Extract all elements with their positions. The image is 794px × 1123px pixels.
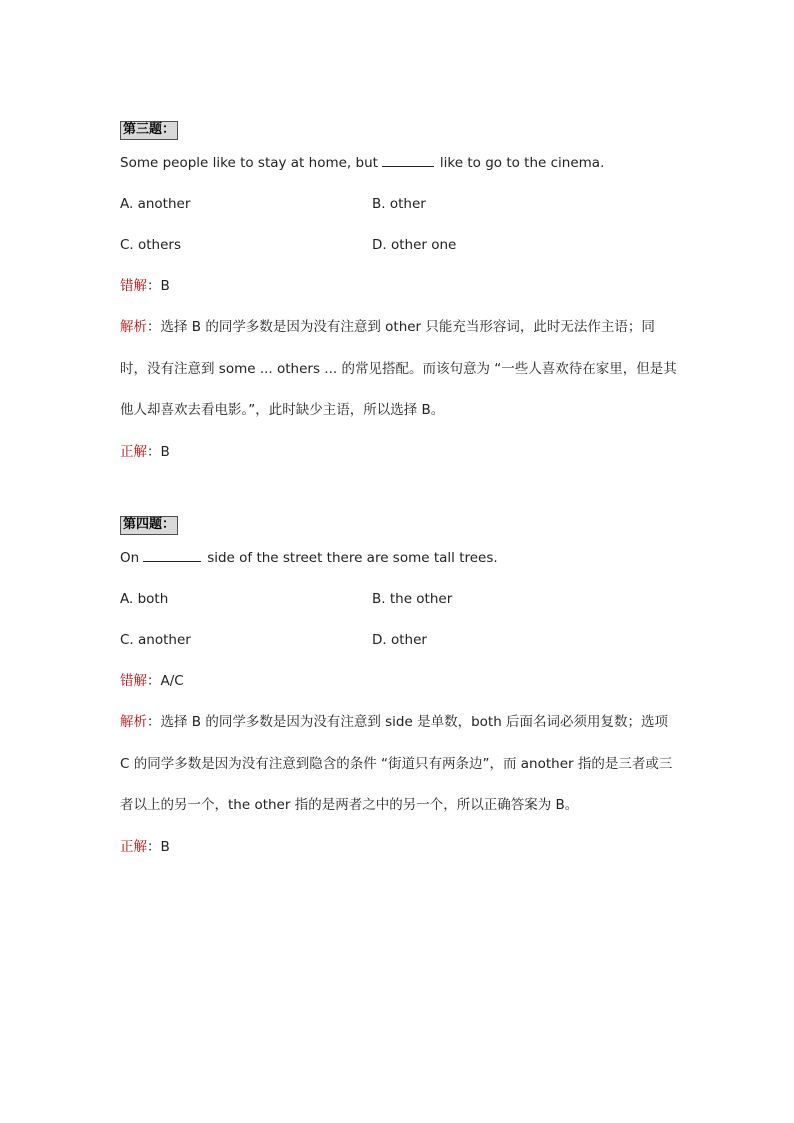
question-3-option-d: D. other one	[372, 237, 457, 253]
question-4-analysis-text: ：选择 B 的同学多数是因为没有注意到 side 是单数，both 后面名词必须用复数；选项 C 的同学多数是因为没有注意到隐含的条件 “街道只有两条边”，而 another 指的是三者或三者以上的另一个，the other 指的是两者之中的另一个，所以正确答案为 B。	[120, 714, 673, 813]
question-3-correct-label: 正解	[120, 443, 147, 460]
question-4-wrong-answer	[120, 661, 680, 702]
question-4-heading: 第四题：	[120, 516, 178, 535]
question-3-wrong-value: ：B	[147, 278, 170, 294]
question-3-blank	[382, 152, 434, 167]
question-4-wrong-label: 错解	[120, 673, 147, 689]
question-4-blank	[143, 547, 201, 562]
question-3-stem-before: Some people like to stay at home, but	[120, 155, 378, 171]
question-4-correct-label: 正解	[120, 838, 147, 855]
question-4-option-a: A. both	[120, 591, 169, 607]
question-4-stem	[120, 538, 680, 579]
question-4-options-row-2	[120, 620, 680, 661]
question-3-options-row-1	[120, 184, 680, 225]
question-4-analysis-label: 解析	[120, 714, 147, 730]
question-4-stem-after: side of the street there are some tall trees.	[207, 550, 498, 566]
question-3-heading: 第三题：	[120, 121, 178, 140]
question-3-stem	[120, 143, 680, 184]
question-4-option-d: D. other	[372, 632, 427, 648]
question-3-analysis	[120, 307, 678, 432]
question-3-option-c: C. others	[120, 237, 182, 253]
question-3-option-a: A. another	[120, 196, 191, 212]
question-3-stem-after: like to go to the cinema.	[439, 155, 605, 171]
question-3-wrong-label: 错解	[120, 278, 147, 294]
question-4-correct-answer	[120, 827, 680, 868]
question-4-wrong-value: ：A/C	[147, 673, 184, 689]
question-4-option-b: B. the other	[372, 591, 453, 607]
question-3-option-b: B. other	[372, 196, 426, 212]
question-4-analysis	[120, 702, 678, 827]
question-3-correct-value: ：B	[147, 443, 170, 460]
question-4-options-row-1	[120, 579, 680, 620]
question-3	[120, 118, 680, 473]
question-3-analysis-text: ：选择 B 的同学多数是因为没有注意到 other 只能充当形容词，此时无法作主语；同时，没有注意到 some ... others ... 的常见搭配。而该句意为 “一些人喜欢待在家里，但是其他人却喜欢去看电影。”，此时缺少主语，所以选择 B。	[120, 319, 677, 418]
question-3-options-row-2	[120, 225, 680, 266]
question-4-correct-value: ：B	[147, 838, 170, 855]
question-3-correct-answer	[120, 432, 680, 473]
question-4	[120, 513, 680, 868]
question-3-analysis-label: 解析	[120, 319, 147, 335]
question-4-stem-before: On	[120, 550, 140, 566]
question-3-wrong-answer	[120, 266, 680, 307]
question-4-option-c: C. another	[120, 632, 191, 648]
